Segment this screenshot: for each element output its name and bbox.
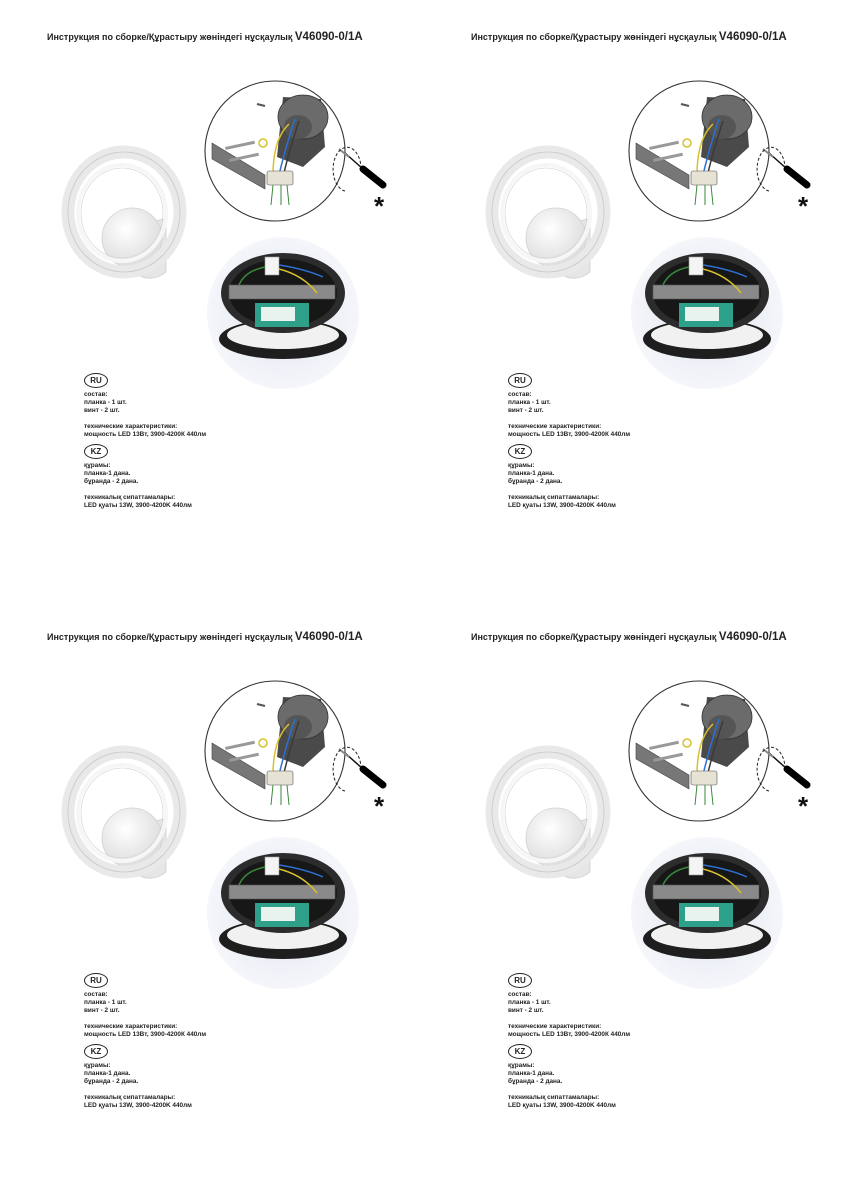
model-number: V46090-0/1A [718,631,787,643]
ru-screw-qty: винт - 2 шт. [508,407,544,414]
kz-composition-label: құрамы: [508,1062,535,1069]
mounting-plate-photo [205,235,361,391]
ru-composition-label: состав: [84,991,108,998]
model-number: V46090-0/1A [294,31,363,43]
asterisk-marker: * [797,791,809,821]
kz-screw-qty: бұранда - 2 дана. [84,1078,139,1085]
ru-composition-label: состав: [84,391,108,398]
ru-specs-label: технические характеристики: [84,1023,178,1030]
ru-power-spec: мощность LED 13Вт, 3900-4200К 440лм [84,1031,207,1038]
instruction-panel [424,0,848,600]
mounting-plate-photo [205,835,361,991]
kz-badge: KZ [84,444,108,459]
kz-plate-qty: планка-1 дана. [84,1070,131,1077]
ru-badge: RU [508,973,532,988]
assembly-diagram [627,79,807,229]
mounting-plate-photo [629,835,785,991]
kz-plate-qty: планка-1 дана. [84,470,131,477]
instruction-title: Инструкция по сборке/Құрастыру жөніндегі нұсқаулық V46090-0/1A [471,31,787,43]
wall-lamp-product-image [62,748,186,886]
ru-specs-label: технические характеристики: [508,423,602,430]
kz-specs-label: техникалық сипаттамалары: [508,1094,600,1101]
instruction-title: Инструкция по сборке/Құрастыру жөніндегі нұсқаулық V46090-0/1A [47,31,363,43]
kz-composition-label: құрамы: [84,462,111,469]
kz-specs-label: техникалық сипаттамалары: [508,494,600,501]
kz-specs-label: техникалық сипаттамалары: [84,1094,176,1101]
ru-plate-qty: планка - 1 шт. [508,999,551,1006]
instruction-panel [0,600,424,1200]
kz-screw-qty: бұранда - 2 дана. [508,478,563,485]
model-number: V46090-0/1A [718,31,787,43]
kz-screw-qty: бұранда - 2 дана. [508,1078,563,1085]
ru-specs-label: технические характеристики: [508,1023,602,1030]
kz-power-spec: LED қуаты 13W, 3900-4200K 440лм [508,1102,616,1109]
instruction-title: Инструкция по сборке/Құрастыру жөніндегі нұсқаулық V46090-0/1A [47,631,363,643]
wall-lamp-product-image [62,148,186,286]
ru-plate-qty: планка - 1 шт. [84,999,127,1006]
ru-badge: RU [84,973,108,988]
kz-screw-qty: бұранда - 2 дана. [84,478,139,485]
kz-power-spec: LED қуаты 13W, 3900-4200K 440лм [84,502,192,509]
instruction-panel [0,0,424,600]
kz-badge: KZ [508,444,532,459]
kz-plate-qty: планка-1 дана. [508,470,555,477]
asterisk-marker: * [797,191,809,221]
instruction-title: Инструкция по сборке/Құрастыру жөніндегі нұсқаулық V46090-0/1A [471,631,787,643]
model-number: V46090-0/1A [294,631,363,643]
kz-specs-label: техникалық сипаттамалары: [84,494,176,501]
ru-composition-label: состав: [508,991,532,998]
wall-lamp-product-image [486,148,610,286]
kz-badge: KZ [84,1044,108,1059]
asterisk-marker: * [373,791,385,821]
ru-badge: RU [84,373,108,388]
ru-composition-label: состав: [508,391,532,398]
ru-screw-qty: винт - 2 шт. [84,407,120,414]
ru-power-spec: мощность LED 13Вт, 3900-4200К 440лм [508,1031,631,1038]
kz-power-spec: LED қуаты 13W, 3900-4200K 440лм [508,502,616,509]
ru-specs-label: технические характеристики: [84,423,178,430]
mounting-plate-photo [629,235,785,391]
ru-screw-qty: винт - 2 шт. [508,1007,544,1014]
assembly-diagram [627,679,807,829]
assembly-diagram [203,79,383,229]
ru-plate-qty: планка - 1 шт. [508,399,551,406]
ru-screw-qty: винт - 2 шт. [84,1007,120,1014]
kz-power-spec: LED қуаты 13W, 3900-4200K 440лм [84,1102,192,1109]
ru-power-spec: мощность LED 13Вт, 3900-4200К 440лм [84,431,207,438]
wall-lamp-product-image [486,748,610,886]
ru-plate-qty: планка - 1 шт. [84,399,127,406]
kz-composition-label: құрамы: [84,1062,111,1069]
kz-badge: KZ [508,1044,532,1059]
ru-badge: RU [508,373,532,388]
asterisk-marker: * [373,191,385,221]
assembly-diagram [203,679,383,829]
kz-composition-label: құрамы: [508,462,535,469]
kz-plate-qty: планка-1 дана. [508,1070,555,1077]
ru-power-spec: мощность LED 13Вт, 3900-4200К 440лм [508,431,631,438]
instruction-panel [424,600,848,1200]
